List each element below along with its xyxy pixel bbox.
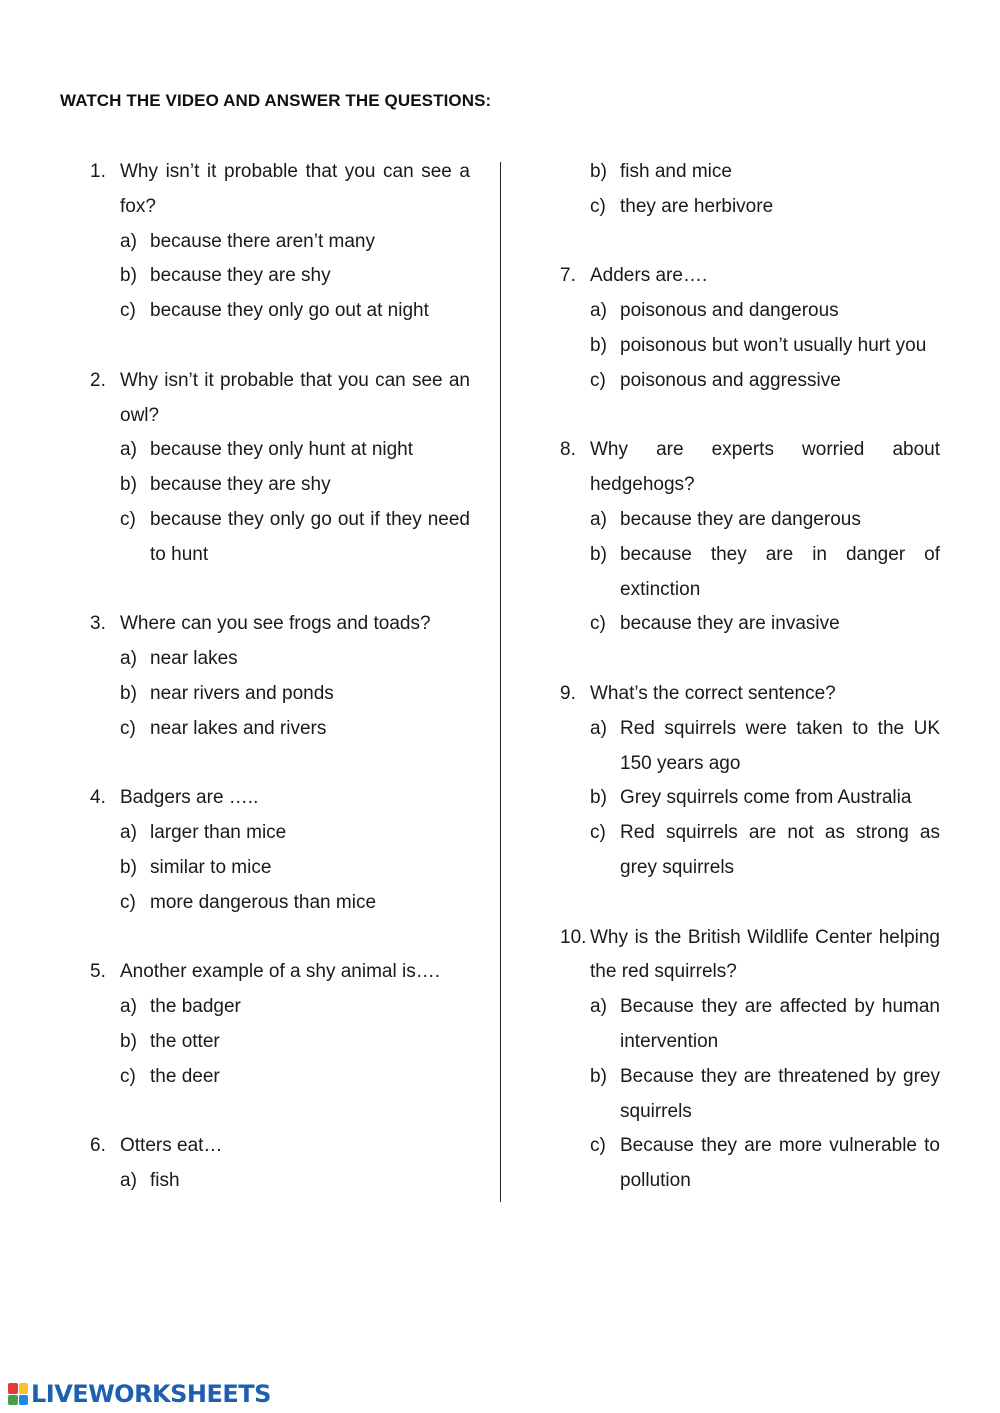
question-text: Otters eat… (120, 1135, 223, 1157)
option-text: because they are in danger of extinction (620, 543, 940, 600)
option-a[interactable] (590, 712, 940, 782)
option-c[interactable] (590, 816, 940, 886)
option-label: c) (590, 1135, 606, 1157)
logo-square-red (8, 1383, 18, 1394)
worksheet-title: WATCH THE VIDEO AND ANSWER THE QUESTIONS: (60, 91, 492, 110)
question-1 (90, 155, 470, 329)
option-c[interactable] (120, 886, 470, 921)
option-text: because they are invasive (620, 613, 840, 635)
question-text: What’s the correct sentence? (590, 682, 836, 704)
option-label: b) (590, 1065, 607, 1087)
option-text: because they only hunt at night (150, 439, 414, 461)
logo-square-blue (19, 1395, 29, 1406)
option-label: a) (120, 822, 137, 844)
option-text: fish (150, 1170, 180, 1192)
option-label: c) (120, 891, 136, 913)
question-number: 3. (90, 613, 106, 635)
question-7 (560, 259, 940, 398)
column-divider (500, 162, 501, 1202)
option-b[interactable] (120, 259, 470, 294)
left-column (90, 155, 470, 1199)
option-text: fish and mice (620, 161, 732, 182)
option-text: larger than mice (150, 822, 287, 844)
option-text: poisonous and dangerous (620, 300, 839, 322)
option-label: a) (120, 230, 137, 252)
liveworksheets-logo[interactable] (8, 1380, 271, 1408)
question-text: Why isn’t it probable that you can see an owl? (120, 369, 470, 426)
option-text: the badger (150, 996, 241, 1018)
option-label: b) (590, 543, 607, 565)
option-a[interactable] (120, 642, 470, 677)
option-label: c) (120, 1065, 136, 1087)
option-b[interactable] (590, 1060, 940, 1130)
option-text: because they only go out at night (150, 300, 429, 322)
question-number: 10. (560, 926, 587, 948)
option-c[interactable] (590, 1129, 940, 1199)
question-number: 6. (90, 1135, 106, 1157)
option-c[interactable] (120, 1060, 470, 1095)
option-text: because they are shy (150, 474, 331, 496)
option-text: near lakes (150, 648, 238, 670)
option-label: a) (590, 300, 607, 322)
option-c[interactable] (120, 294, 470, 329)
option-b[interactable] (590, 155, 940, 190)
option-a[interactable] (590, 503, 940, 538)
option-label: a) (120, 439, 137, 461)
option-b[interactable] (120, 677, 470, 712)
question-text: Where can you see frogs and toads? (120, 613, 431, 635)
option-text: Because they are more vulnerable to pollution (620, 1135, 940, 1192)
option-text: because they only go out if they need to hunt (150, 508, 470, 565)
question-6-continued (560, 155, 940, 225)
option-text: they are herbivore (620, 195, 774, 217)
option-label: a) (120, 1170, 137, 1192)
option-a[interactable] (120, 433, 470, 468)
option-b[interactable] (590, 781, 940, 816)
question-number: 2. (90, 369, 106, 391)
option-label: b) (120, 1030, 137, 1052)
question-text: Why are experts worried about hedgehogs? (590, 439, 940, 496)
option-label: c) (590, 369, 606, 391)
logo-square-yellow (19, 1383, 29, 1394)
question-text: Adders are…. (590, 265, 708, 287)
question-10 (560, 921, 940, 1199)
option-a[interactable] (120, 1164, 470, 1199)
option-text: Grey squirrels come from Australia (620, 787, 912, 809)
option-a[interactable] (120, 816, 470, 851)
option-text: Because they are affected by human intervention (620, 996, 940, 1052)
option-b[interactable] (120, 1025, 470, 1060)
question-number: 4. (90, 787, 106, 809)
question-text: Badgers are ….. (120, 787, 259, 809)
question-number: 8. (560, 439, 576, 461)
option-c[interactable] (590, 190, 940, 225)
option-c[interactable] (120, 712, 470, 747)
question-number: 1. (90, 161, 106, 182)
option-a[interactable] (120, 990, 470, 1025)
option-label: a) (120, 996, 137, 1018)
question-2 (90, 364, 470, 573)
option-text: poisonous and aggressive (620, 369, 841, 391)
question-6 (90, 1129, 470, 1199)
question-number: 7. (560, 265, 576, 287)
question-number: 5. (90, 961, 106, 983)
option-text: Red squirrels are not as strong as grey squirrels (620, 822, 940, 878)
option-label: c) (120, 717, 136, 739)
option-text: similar to mice (150, 856, 272, 878)
question-4 (90, 781, 470, 920)
option-text: Because they are threatened by grey squirrels (620, 1065, 940, 1122)
option-a[interactable] (120, 225, 470, 260)
option-label: b) (590, 334, 607, 356)
right-column (560, 155, 940, 1199)
question-3 (90, 607, 470, 746)
question-5 (90, 955, 470, 1094)
option-label: c) (590, 195, 606, 217)
option-text: near lakes and rivers (150, 717, 327, 739)
option-b[interactable] (590, 538, 940, 608)
question-9 (560, 677, 940, 886)
option-label: c) (120, 508, 136, 530)
option-a[interactable] (590, 294, 940, 329)
option-b[interactable] (590, 329, 940, 364)
option-text: Red squirrels were taken to the UK 150 years ago (620, 717, 940, 774)
option-label: c) (590, 613, 606, 635)
question-8 (560, 433, 940, 642)
option-text: poisonous but won’t usually hurt you (620, 334, 927, 356)
option-label: a) (590, 508, 607, 530)
option-label: b) (120, 856, 137, 878)
option-text: more dangerous than mice (150, 891, 377, 913)
question-number: 9. (560, 682, 576, 704)
question-text: Why isn’t it probable that you can see a fox? (120, 161, 470, 217)
option-text: the otter (150, 1030, 220, 1052)
option-label: b) (120, 682, 137, 704)
option-label: b) (120, 474, 137, 496)
option-a[interactable] (590, 990, 940, 1060)
option-b[interactable] (120, 851, 470, 886)
option-label: a) (120, 648, 137, 670)
option-c[interactable] (120, 503, 470, 573)
option-text: because they are shy (150, 265, 331, 287)
option-label: b) (120, 265, 137, 287)
logo-square-green (8, 1395, 18, 1406)
liveworksheets-mark-icon (8, 1383, 28, 1405)
option-text: because they are dangerous (620, 508, 861, 530)
option-label: a) (590, 996, 607, 1018)
option-label: c) (590, 822, 606, 844)
option-text: because there aren’t many (150, 230, 375, 252)
option-label: a) (590, 717, 607, 739)
option-c[interactable] (590, 364, 940, 399)
question-text: Another example of a shy animal is…. (120, 961, 440, 983)
option-label: c) (120, 300, 136, 322)
option-text: near rivers and ponds (150, 682, 334, 704)
option-label: b) (590, 161, 607, 182)
option-text: the deer (150, 1065, 220, 1087)
brand-name: LIVEWORKSHEETS (31, 1380, 271, 1408)
option-label: b) (590, 787, 607, 809)
question-text: Why is the British Wildlife Center helping the red squirrels? (590, 926, 940, 983)
option-b[interactable] (120, 468, 470, 503)
option-c[interactable] (590, 607, 940, 642)
